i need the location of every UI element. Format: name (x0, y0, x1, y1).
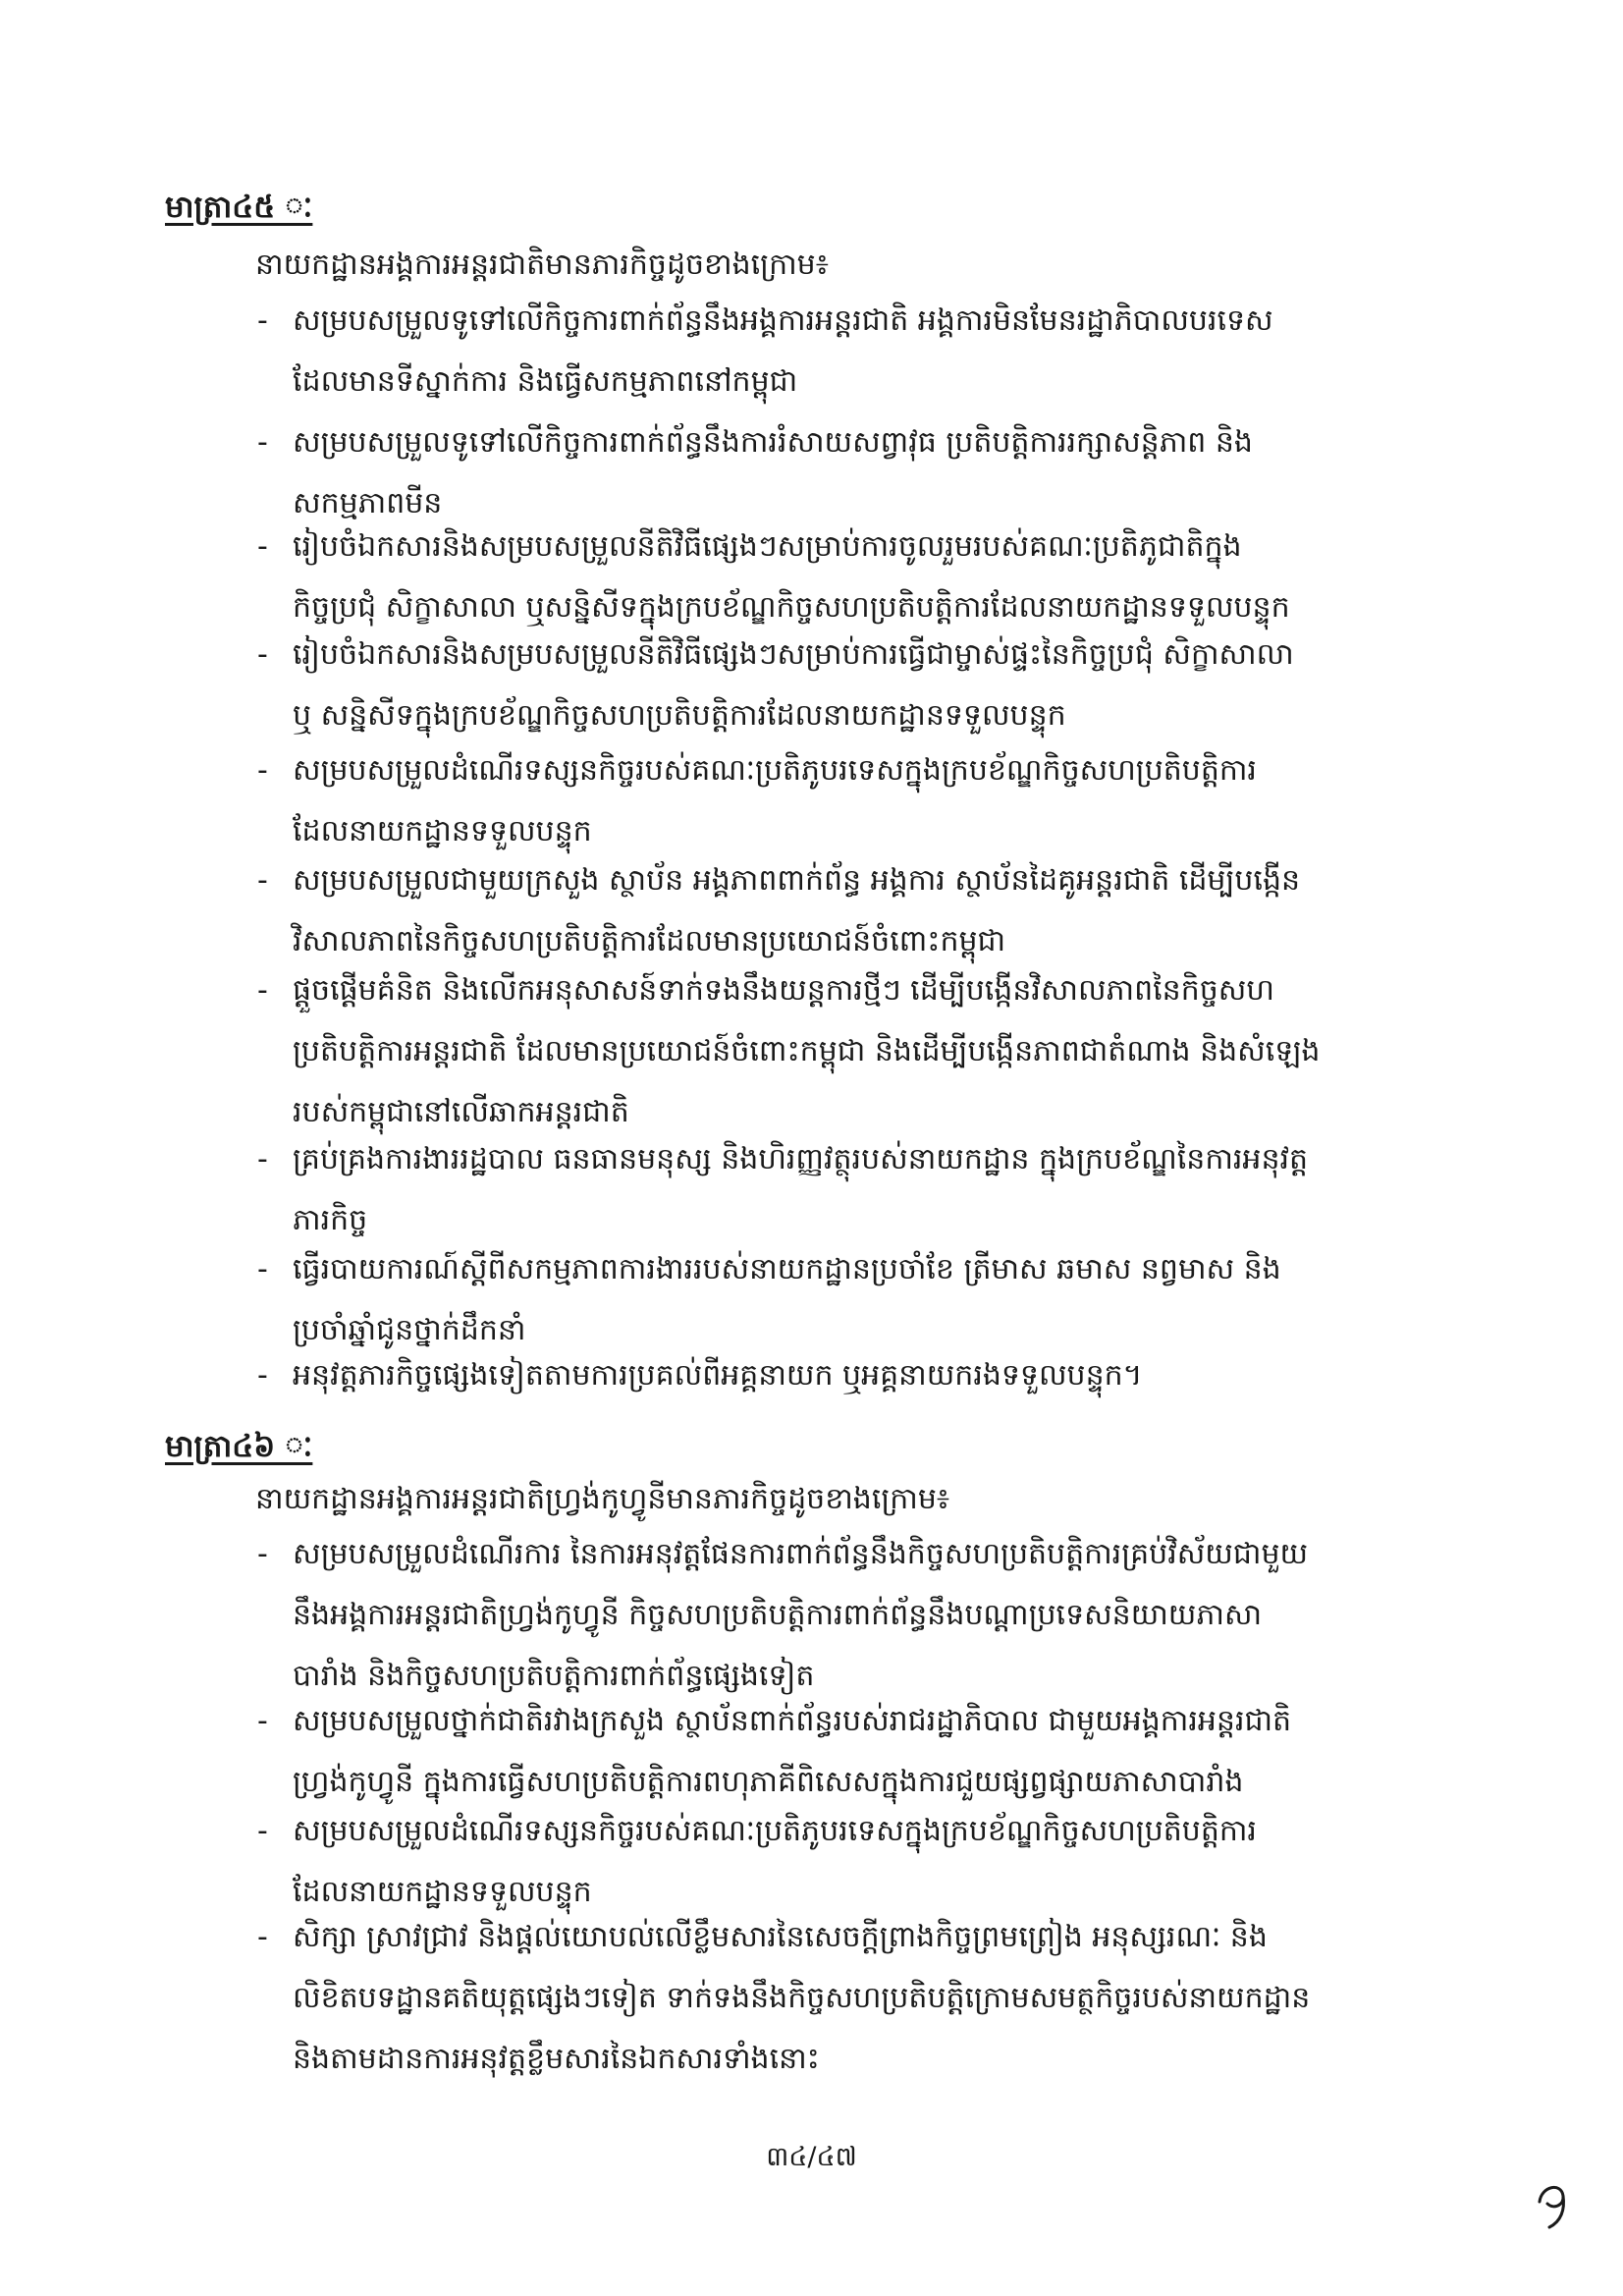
list-item: - សម្របសម្រួលជាមួយក្រសួង ស្ថាប័ន អង្គភាពពាក់ព័ន្ធ អង្គការ ស្ថាប័នដៃគូអន្តរជាតិ ដើម្បីបង្កើន វិសាលភាពនៃកិច្ចសហប្រតិបត្តិការដែលមានប្រយោជន៍ចំពោះកម្ពុជា (257, 850, 1455, 972)
list-item: - ធ្វើរបាយការណ៍ស្តីពីសកម្មភាពការងាររបស់នាយកដ្ឋានប្រចាំខែ ត្រីមាស ឆមាស នព្វមាស និង ប្រចាំឆ្នាំជូនថ្នាក់ដឹកនាំ (257, 1239, 1455, 1361)
list-item: - សម្របសម្រួលដំណើរការ នៃការអនុវត្តផែនការពាក់ព័ន្ធនឹងកិច្ចសហប្រតិបត្តិការគ្រប់វិស័យជាមួយ នឹងអង្គការអន្តរជាតិហ្វ្រង់កូហ្វូនី កិច្ចសហប្រតិបត្តិការពាក់ព័ន្ធនឹងបណ្តាប្រទេសនិយាយភាសា បារាំង និងកិច្ចសហប្រតិបត្តិការពាក់ព័ន្ធផ្សេងទៀត (257, 1524, 1455, 1707)
item-line: កិច្ចប្រជុំ សិក្ខាសាលា ឬសន្និសីទក្នុងក្របខ័ណ្ឌកិច្ចសហប្រតិបត្តិការដែលនាយកដ្ឋានទទួលបន្ទុក (293, 590, 1290, 625)
item-line: រៀបចំឯកសារនិងសម្របសម្រួលនីតិវិធីផ្សេងៗសម្រាប់ការចូលរួមរបស់គណៈប្រតិភូជាតិក្នុង (293, 529, 1242, 564)
item-line: ដែលមានទីស្នាក់ការ និងធ្វើសកម្មភាពនៅកម្ពុជា (293, 364, 798, 399)
list-item: - សម្របសម្រួលដំណើរទស្សនកិច្ចរបស់គណៈប្រតិភូបរទេសក្នុងក្របខ័ណ្ឌកិច្ចសហប្រតិបត្តិការ ដែលនាយកដ្ឋានទទួលបន្ទុក (257, 1801, 1455, 1923)
item-line: សម្របសម្រួលដំណើរការ នៃការអនុវត្តផែនការពាក់ព័ន្ធនឹងកិច្ចសហប្រតិបត្តិការគ្រប់វិស័យជាមួយ (293, 1537, 1309, 1571)
article-46-heading: មាត្រា៤៦ ៈ (165, 1429, 313, 1464)
item-line: អនុវត្តភារកិច្ចផ្សេងទៀតតាមការប្រគល់ពីអគ្គនាយក ឬអគ្គនាយករងទទួលបន្ទុក។ (293, 1358, 1143, 1393)
item-line: ឬ សន្និសីទក្នុងក្របខ័ណ្ឌកិច្ចសហប្រតិបត្តិការដែលនាយកដ្ឋានទទួលបន្ទុក (293, 698, 1066, 733)
list-item: - សម្របសម្រួលទូទៅលើកិច្ចការពាក់ព័ន្ធនឹងអង្គការអន្តរជាតិ អង្គការមិនមែនរដ្ឋាភិបាលបរទេស ដែលមានទីស្នាក់ការ និងធ្វើសកម្មភាពនៅកម្ពុជា (257, 291, 1455, 412)
item-line: សម្របសម្រួលថ្នាក់ជាតិរវាងក្រសួង ស្ថាប័នពាក់ព័ន្ធរបស់រាជរដ្ឋាភិបាល ជាមួយអង្គការអន្តរជាតិ (293, 1704, 1292, 1738)
item-line: គ្រប់គ្រងការងាររដ្ឋបាល ធនធានមនុស្ស និងហិរញ្ញវត្ថុរបស់នាយកដ្ឋាន ក្នុងក្របខ័ណ្ឌនៃការអនុវត្ត (293, 1142, 1309, 1176)
item-line: ប្រចាំឆ្នាំជូនថ្នាក់ដឹកនាំ (293, 1313, 526, 1347)
list-item: - រៀបចំឯកសារនិងសម្របសម្រួលនីតិវិធីផ្សេងៗសម្រាប់ការធ្វើជាម្ចាស់ផ្ទះនៃកិច្ចប្រជុំ សិក្ខាសាលា ឬ សន្និសីទក្នុងក្របខ័ណ្ឌកិច្ចសហប្រតិបត្តិការដែលនាយកដ្ឋានទទួលបន្ទុក (257, 625, 1455, 746)
item-line: សិក្សា ស្រាវជ្រាវ និងផ្តល់យោបល់លើខ្លឹមសារនៃសេចក្តីព្រាងកិច្ចព្រមព្រៀង អនុស្សរណៈ និង (293, 1920, 1268, 1954)
item-line: សម្របសម្រួលទូទៅលើកិច្ចការពាក់ព័ន្ធនឹងអង្គការអន្តរជាតិ អង្គការមិនមែនរដ្ឋាភិបាលបរទេស (293, 303, 1273, 338)
item-line: សម្របសម្រួលជាមួយក្រសួង ស្ថាប័ន អង្គភាពពាក់ព័ន្ធ អង្គការ ស្ថាប័នដៃគូអន្តរជាតិ ដើម្បីបង្កើន (293, 863, 1301, 898)
item-line: និងតាមដានការអនុវត្តខ្លឹមសារនៃឯកសារទាំងនោះ (293, 2042, 820, 2076)
list-item: - គ្រប់គ្រងការងាររដ្ឋបាល ធនធានមនុស្ស និងហិរញ្ញវត្ថុរបស់នាយកដ្ឋាន ក្នុងក្របខ័ណ្ឌនៃការអនុវត្ត ភារកិច្ច (257, 1129, 1455, 1251)
list-item: - ផ្តួចផ្តើមគំនិត និងលើកអនុសាសន៍ទាក់ទងនឹងយន្តការថ្មីៗ ដើម្បីបង្កើនវិសាលភាពនៃកិច្ចសហ ប្រតិបត្តិការអន្តរជាតិ ដែលមានប្រយោជន៍ចំពោះកម្ពុជា និងដើម្បីបង្កើនភាពជាតំណាង និងសំឡេង របស់កម្ពុជានៅលើឆាកអន្តរជាតិ (257, 960, 1455, 1143)
article-46-intro: នាយកដ្ឋានអង្គការអន្តរជាតិហ្វ្រង់កូហ្វូនីមានភារកិច្ចដូចខាងក្រោម៖ (255, 1482, 950, 1516)
article-45-heading: មាត្រា៤៥ ៈ (165, 190, 313, 225)
item-line: ផ្តួចផ្តើមគំនិត និងលើកអនុសាសន៍ទាក់ទងនឹងយន្តការថ្មីៗ ដើម្បីបង្កើនវិសាលភាពនៃកិច្ចសហ (293, 973, 1274, 1008)
item-line: រៀបចំឯកសារនិងសម្របសម្រួលនីតិវិធីផ្សេងៗសម្រាប់ការធ្វើជាម្ចាស់ផ្ទះនៃកិច្ចប្រជុំ សិក្ខាសាលា (293, 637, 1294, 672)
item-line: សម្របសម្រួលដំណើរទស្សនកិច្ចរបស់គណៈប្រតិភូបរទេសក្នុងក្របខ័ណ្ឌកិច្ចសហប្រតិបត្តិការ (293, 753, 1257, 788)
signature-mark (1532, 2172, 1581, 2231)
item-line: ភារកិច្ច (293, 1203, 368, 1237)
item-line: ធ្វើរបាយការណ៍ស្តីពីសកម្មភាពការងាររបស់នាយកដ្ឋានប្រចាំខែ ត្រីមាស ឆមាស នព្វមាស និង (293, 1252, 1281, 1286)
item-line: លិខិតបទដ្ឋានគតិយុត្តផ្សេងៗទៀត ទាក់ទងនឹងកិច្ចសហប្រតិបត្តិក្រោមសមត្ថកិច្ចរបស់នាយកដ្ឋាន (293, 1981, 1311, 2015)
article-45-intro: នាយកដ្ឋានអង្គការអន្តរជាតិមានភារកិច្ចដូចខាងក្រោម៖ (255, 247, 829, 282)
list-item: - សម្របសម្រួលដំណើរទស្សនកិច្ចរបស់គណៈប្រតិភូបរទេសក្នុងក្របខ័ណ្ឌកិច្ចសហប្រតិបត្តិការ ដែលនាយកដ្ឋានទទួលបន្ទុក (257, 740, 1455, 862)
list-item: - សម្របសម្រួលថ្នាក់ជាតិរវាងក្រសួង ស្ថាប័នពាក់ព័ន្ធរបស់រាជរដ្ឋាភិបាល ជាមួយអង្គការអន្តរជាតិ ហ្វ្រង់កូហ្វូនី ក្នុងការធ្វើសហប្រតិបត្តិការពហុភាគីពិសេសក្នុងការជួយផ្សព្វផ្សាយភាសាបារាំង (257, 1691, 1455, 1813)
item-line: បារាំង និងកិច្ចសហប្រតិបត្តិការពាក់ព័ន្ធផ្សេងទៀត (293, 1659, 815, 1693)
item-line: របស់កម្ពុជានៅលើឆាកអន្តរជាតិ (293, 1095, 629, 1129)
list-item: - សិក្សា ស្រាវជ្រាវ និងផ្តល់យោបល់លើខ្លឹមសារនៃសេចក្តីព្រាងកិច្ចព្រមព្រៀង អនុស្សរណៈ និង លិខិតបទដ្ឋានគតិយុត្តផ្សេងៗទៀត ទាក់ទងនឹងកិច្ចសហប្រតិបត្តិក្រោមសមត្ថកិច្ចរបស់នាយកដ្ឋាន និងតាមដានការអនុវត្តខ្លឹមសារនៃឯកសារទាំងនោះ (257, 1907, 1455, 2090)
item-line: នឹងអង្គការអន្តរជាតិហ្វ្រង់កូហ្វូនី កិច្ចសហប្រតិបត្តិការពាក់ព័ន្ធនឹងបណ្តាប្រទេសនិយាយភាសា (293, 1598, 1263, 1632)
item-line: សកម្មភាពមីន (293, 486, 443, 520)
item-line: សម្របសម្រួលដំណើរទស្សនកិច្ចរបស់គណៈប្រតិភូបរទេសក្នុងក្របខ័ណ្ឌកិច្ចសហប្រតិបត្តិការ (293, 1814, 1257, 1848)
item-line: សម្របសម្រួលទូទៅលើកិច្ចការពាក់ព័ន្ធនឹងការរំសាយសព្វាវុធ ប្រតិបត្តិការរក្សាសន្តិភាព និង (293, 425, 1253, 460)
item-line: ហ្វ្រង់កូហ្វូនី ក្នុងការធ្វើសហប្រតិបត្តិការពហុភាគីពិសេសក្នុងការជួយផ្សព្វផ្សាយភាសាបារាំង (293, 1765, 1244, 1799)
item-line: ដែលនាយកដ្ឋានទទួលបន្ទុក (293, 814, 592, 848)
list-item: - សម្របសម្រួលទូទៅលើកិច្ចការពាក់ព័ន្ធនឹងការរំសាយសព្វាវុធ ប្រតិបត្តិការរក្សាសន្តិភាព និង សកម្មភាពមីន (257, 412, 1455, 534)
list-item: - រៀបចំឯកសារនិងសម្របសម្រួលនីតិវិធីផ្សេងៗសម្រាប់ការចូលរួមរបស់គណៈប្រតិភូជាតិក្នុង កិច្ចប្រជុំ សិក្ខាសាលា ឬសន្និសីទក្នុងក្របខ័ណ្ឌកិច្ចសហប្រតិបត្តិការដែលនាយកដ្ឋានទទួលបន្ទុក (257, 517, 1455, 638)
list-item: - អនុវត្តភារកិច្ចផ្សេងទៀតតាមការប្រគល់ពីអគ្គនាយក ឬអគ្គនាយករងទទួលបន្ទុក។ (257, 1345, 1455, 1406)
page-number: ៣៤/៤៧ (766, 2142, 857, 2172)
item-line: វិសាលភាពនៃកិច្ចសហប្រតិបត្តិការដែលមានប្រយោជន៍ចំពោះកម្ពុជា (293, 924, 1006, 958)
item-line: ប្រតិបត្តិការអន្តរជាតិ ដែលមានប្រយោជន៍ចំពោះកម្ពុជា និងដើម្បីបង្កើនភាពជាតំណាង និងសំឡេង (293, 1034, 1321, 1068)
item-line: ដែលនាយកដ្ឋានទទួលបន្ទុក (293, 1875, 592, 1909)
